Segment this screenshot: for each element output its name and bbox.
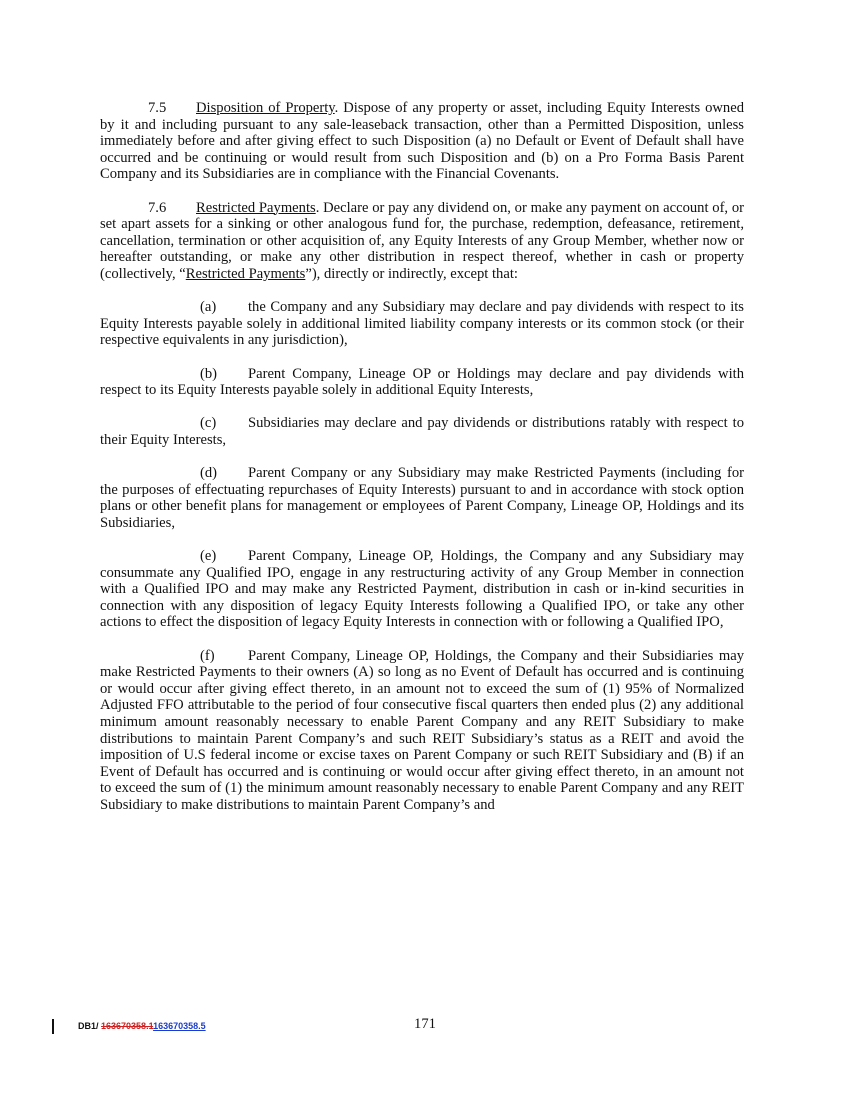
section-text: . Dispose of any property or asset, including Equity Interests owned by it and including pursuant to any sale-leaseback transaction, other than a Permitted Disposition, unless immediately before and after giving effect to such Disposition (a) no Default or Event of Default shall have occurred and be continuing or would result from such Disposition and (b) on a Pro Forma Basis Parent Company and its Subsidiaries are in compliance with the Financial Covenants. [100,100,744,183]
document-id [78,1021,206,1031]
section-text: . Declare or pay any dividend on, or make any payment on account of, or set apart assets for a sinking or other analogous fund for, the purchase, redemption, defeasance, retirement, cancellation, termination or other acquisition of, any Equity Interests of any Group Member, whether now or hereafter outstanding, or make any other distribution in respect thereof, whether in cash or property (collectively, “ [100,199,744,282]
section-heading: Disposition of Property [196,100,335,116]
item-label: (a) [200,299,217,316]
page-number: 171 [414,1016,436,1032]
section-heading: Restricted Payments [196,199,316,216]
item-label: (f) [200,647,215,664]
item-label: (b) [200,365,218,382]
defined-term: Restricted Payments [185,265,306,282]
item-text: Subsidiaries may declare and pay dividends or distributions ratably with respect to their Equity Interests, [100,415,744,448]
list-item-e [100,548,744,631]
section-number: 7.6 [148,199,167,216]
item-text: the Company and any Subsidiary may declare and pay dividends with respect to its Equity Interests payable solely in additional limited liability company interests or its common stock (or their respective equivalents in any jurisdiction), [100,299,744,349]
list-item-c [100,415,744,448]
item-text: Parent Company, Lineage OP or Holdings may declare and pay dividends with respect to its Equity Interests payable solely in additional Equity Interests, [100,365,744,399]
section-7-5 [100,100,744,183]
change-bar [52,1019,54,1034]
doc-id-prefix: DB1/ [78,1021,102,1031]
list-item-a [100,299,744,349]
item-text: Parent Company, Lineage OP, Holdings, the Company and their Subsidiaries may make Restricted Payments to their owners (A) so long as no Event of Default has occurred and is continuing or would occur after giving effect thereto, in an amount not to exceed the sum of (1) 95% of Normalized Adjusted FFO attributable to the period of four consecutive fiscal quarters then ended plus (2) any additional minimum amount reasonably necessary to enable Parent Company and any REIT Subsidiary to make distributions to maintain Parent Company’s and such REIT Subsidiary’s status as a REIT and avoid the imposition of U.S federal income or excise taxes on Parent Company or such REIT Subsidiary and (B) if an Event of Default has occurred and is continuing or would occur after giving effect thereto, in an amount not to exceed the sum of (1) the minimum amount reasonably necessary to enable Parent Company and any REIT Subsidiary to make distributions to maintain Parent Company’s and [100,647,744,813]
section-text-end: ”), directly or indirectly, except that: [305,265,518,282]
item-label: (d) [200,465,218,482]
list-item-d [100,465,744,531]
item-label: (c) [200,415,217,432]
document-body [100,100,744,830]
item-label: (e) [200,548,217,565]
section-7-6 [100,200,744,283]
item-text: Parent Company, Lineage OP, Holdings, the Company and any Subsidiary may consummate any Qualified IPO, engage in any restructuring activity of any Group Member in connection with a Qualified IPO and may make any Restricted Payment, distribution in cash or in-kind securities in connection with any disposition of legacy Equity Interests following a Qualified IPO, or take any other actions to effect the disposition of legacy Equity Interests in connection with or following a Qualified IPO, [100,548,744,631]
item-text: Parent Company or any Subsidiary may make Restricted Payments (including for the purposes of effectuating repurchases of Equity Interests) pursuant to and in accordance with stock option plans or other benefit plans for management or employees of Parent Company, Lineage OP, Holdings and its Subsidiaries, [100,465,744,531]
list-item-b [100,366,744,399]
section-number: 7.5 [148,100,167,116]
doc-id-inserted: 163670358.5 [153,1021,206,1031]
list-item-f [100,648,744,814]
doc-id-deleted: 163670358.1 [101,1021,154,1031]
